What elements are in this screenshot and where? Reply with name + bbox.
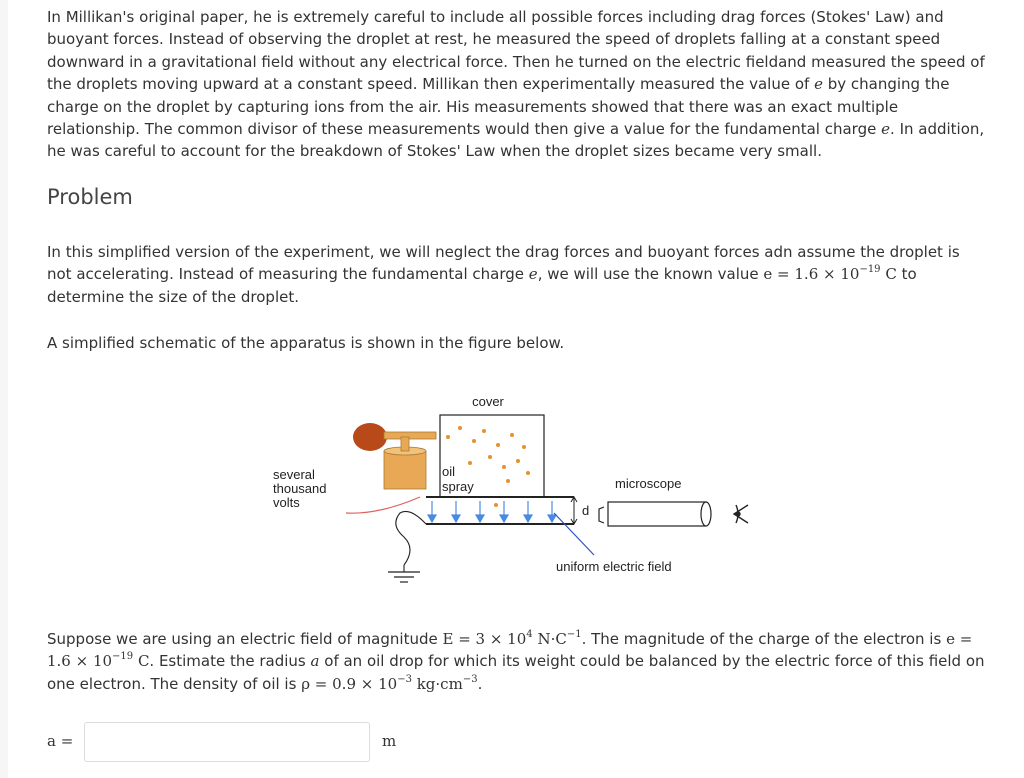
symbol-e: e <box>528 265 538 284</box>
atomizer-nozzle <box>384 432 436 439</box>
electron-charge-equation: $e = 1.6 \times 10^{-19}$ C <box>47 630 973 671</box>
density-equation: $\rho = 0.9 \times 10^{-3}$ $kg\cdot cm^{-3}$ <box>301 673 478 693</box>
problem-heading: Problem <box>47 185 133 209</box>
field-arrows <box>428 501 556 522</box>
answer-unit: m <box>382 732 397 750</box>
intro-paragraph: In Millikan's original paper, he is extremely careful to include all possible forces including drag forces (Stokes' Law) and buoyant forces. Instead of observing the droplet at rest, he measured the speed of droplets falling at a constant speed downward in a gravitational field without any electrical force. Then he turned on the electric fieldand measured the speed of the droplets moving upward at a constant speed. Millikan then experimentally measured the value of e by changing the charge on the droplet by capturing ions from the air. His measurements showed that there was an exact multiple relationship. The common divisor of these measurements would then give a value for the fundamental charge e. In addition, he was careful to account for the breakdown of Stokes' Law when the droplet sizes became very small. <box>47 8 985 161</box>
symbol-a: a <box>310 652 320 671</box>
spray-label: spray <box>442 479 474 494</box>
oil-label: oil <box>442 464 456 479</box>
voltage-wire <box>346 497 420 513</box>
eye-icon <box>734 505 748 523</box>
question-paragraph: Suppose we are using an electric field of magnitude $E = 3 \times 10^4$ $N\cdot C^{-1}$. The magnitude of the charge of the electron is $e = 1.6 \times 10^{-19}$ C. Estimate the radius a of an oil drop for which its weight could be balanced by the electric force of this field on one electron. The density of oil is $\rho = 0.9 \times 10^{-3}$ $kg\cdot cm^{-3}$. <box>47 629 985 693</box>
intro-sentence: In addition, he was careful to account for the breakdown of Stokes' Law when the droplet sizes became very small. <box>47 120 985 161</box>
microscope-label: microscope <box>615 476 682 491</box>
answer-label: a = <box>47 732 74 750</box>
figure-intro: A simplified schematic of the apparatus is shown in the figure below. <box>47 334 565 352</box>
ground-wire <box>396 511 426 565</box>
symbol-e: e <box>881 120 891 139</box>
gap-label-d: d <box>582 503 590 518</box>
charge-equation: $e = 1.6 \times 10^{-19}$ C <box>763 264 897 284</box>
volts-label-3: volts <box>273 495 300 510</box>
intro-sentence: Instead of observing the droplet at rest, he measured the speed of droplets falling at a constant speed downward in a gravitational field without any electrical force. <box>47 30 941 71</box>
atomizer-body <box>384 451 426 489</box>
answer-row <box>47 722 447 762</box>
answer-input[interactable] <box>84 722 370 762</box>
symbol-e: e <box>814 75 823 94</box>
intro-sentence: The common divisor of these measurements would then give a value for the fundamental charge <box>144 120 877 139</box>
atomizer-bulb <box>353 423 387 451</box>
intro-sentence: Then he turned on the electric fieldand measured the speed of the droplets moving upward at a constant speed. <box>47 52 985 94</box>
millikan-apparatus-figure <box>260 385 760 585</box>
intro-sentence: His measurements showed that there was an exact multiple relationship. <box>47 97 899 139</box>
field-equation: $E = 3 \times 10^4$ $N\cdot C^{-1}$ <box>442 629 582 648</box>
problem-paragraph: In this simplified version of the experiment, we will neglect the drag forces and buoyant forces adn assume the droplet is not accelerating. Instead of measuring the fundamental charge e, we will use the known value $e = 1.6 \times 10^{-19}$ C to determine the size of the droplet. <box>47 243 960 306</box>
intro-sentence: Millikan then experimentally measured the value of <box>422 75 810 94</box>
volts-label-1: several <box>273 467 315 482</box>
intro-sentence: In Millikan's original paper, he is extremely careful to include all possible forces including drag forces (Stokes' Law) and buoyant forces. <box>47 8 944 49</box>
volts-label-2: thousand <box>273 481 327 496</box>
intro-sentence: by changing the charge on the droplet by capturing ions from the air. <box>47 75 950 116</box>
field-label: uniform electric field <box>556 559 672 574</box>
cover-label: cover <box>472 394 504 409</box>
microscope-tube <box>608 502 706 526</box>
